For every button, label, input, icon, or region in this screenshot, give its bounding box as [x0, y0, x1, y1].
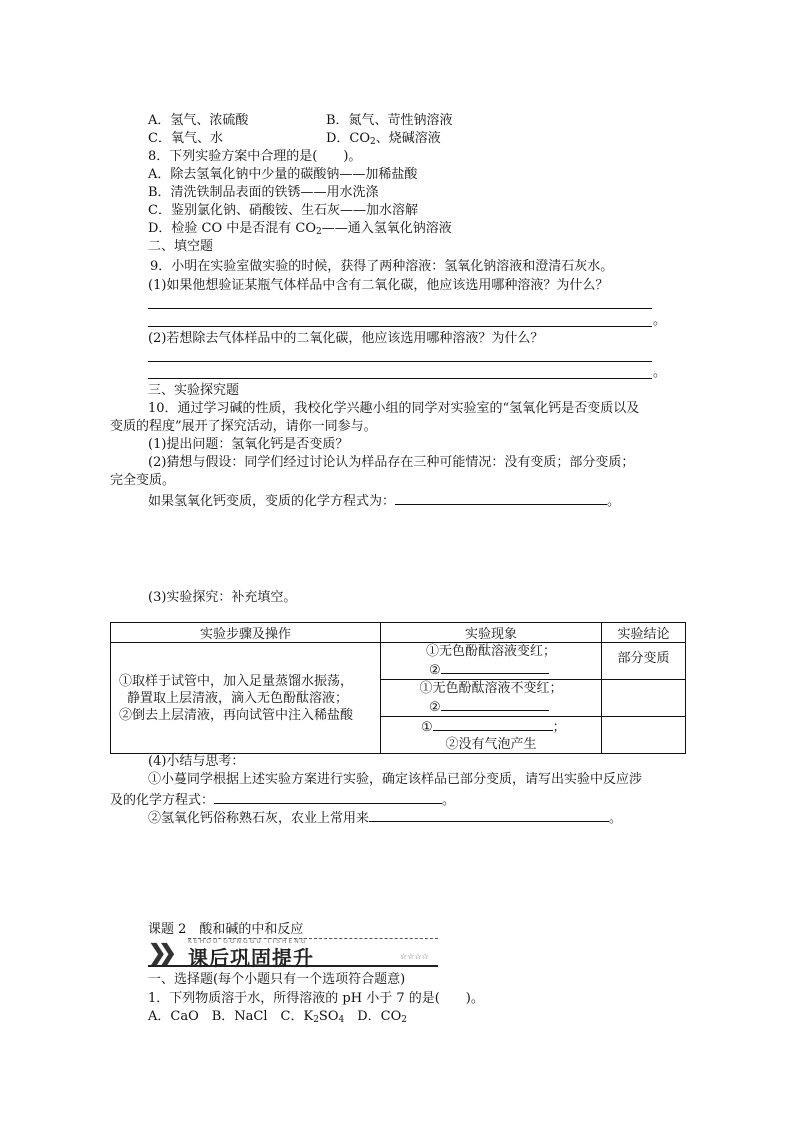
equation-blank[interactable]: [395, 491, 607, 505]
review-banner: [148, 938, 448, 968]
difficulty-stars: ☆☆☆☆: [400, 952, 429, 961]
section-2-heading: 二、填空题: [148, 239, 214, 254]
step-line: 静置取上层清液，滴入无色酚酞溶液；: [127, 690, 349, 706]
header-conclusion: 实验结论: [602, 623, 686, 643]
table-row: [111, 643, 686, 680]
lesson-q1-options: A．CaO B．NaCl C．$K_2SO_4$ D．$CO_2$: [148, 1009, 407, 1025]
q10-part1: (1)提出问题：氢氧化钙是否变质？: [148, 437, 349, 452]
observation-text: ①无色酚酞溶液不变红；: [419, 681, 563, 696]
q7-option-b: B．氮气、苛性钠溶液: [326, 113, 453, 128]
observation-text: ①无色酚酞溶液变红；: [425, 644, 556, 659]
conclusion-cell-empty[interactable]: [602, 717, 686, 754]
step-line: ①取样于试管中，加入足量蒸馏水振荡，: [119, 673, 354, 689]
observation-blank[interactable]: [433, 717, 553, 731]
q8-option-b: B．清洗铁制品表面的铁锈——用水洗涤: [148, 185, 379, 200]
lesson-q1-stem: 1．下列物质溶于水，所得溶液的 pH 小于 7 的是( )。: [148, 991, 484, 1006]
banner-pinyin: KEHOU GONGGU TISHENG: [188, 938, 308, 945]
section-1-heading: 一、选择题(每个小题只有一个选项符合题意): [148, 972, 406, 987]
observation-cell: [381, 680, 602, 717]
q7-option-c: C．氧气、水: [148, 131, 223, 146]
answer-line[interactable]: [148, 378, 652, 379]
q9-part1: (1)如果他想验证某瓶气体样品中含有二氧化碳，他应该选用哪种溶液？为什么？: [148, 278, 609, 293]
period: 。: [653, 365, 667, 380]
q8-option-c: C．鉴别氯化钠、硝酸铵、生石灰——加水溶解: [148, 203, 418, 218]
q8-option-a: A．除去氢氧化钠中少量的碳酸钠——加稀盐酸: [148, 167, 418, 182]
period: 。: [653, 313, 667, 328]
usage-blank[interactable]: [369, 808, 609, 822]
table-header-row: [111, 623, 686, 643]
q10-part2-line1: (2)猜想与假设：同学们经过讨论认为样品存在三种可能情况：没有变质；部分变质；: [148, 455, 635, 470]
answer-line[interactable]: [148, 361, 652, 362]
equation-blank[interactable]: [214, 790, 442, 804]
observation-blank[interactable]: [441, 660, 549, 674]
header-observations: 实验现象: [381, 623, 602, 643]
observation-cell: [381, 717, 602, 754]
q10-part2-line2: 完全变质。: [110, 473, 176, 488]
q9-stem: 9．小明在实验室做实验的时候，获得了两种溶液：氢氧化钠溶液和澄清石灰水。: [150, 259, 614, 274]
q10-line2: 变质的程度”展开了探究活动，请你一同参与。: [110, 419, 377, 434]
answer-line[interactable]: [148, 326, 652, 327]
section-3-heading: 三、实验探究题: [148, 383, 240, 398]
part4-q1-line1: ①小蔓同学根据上述实验方案进行实验，确定该样品已部分变质，请写出实验中反应涉: [148, 772, 643, 787]
double-chevron-icon: ❯❯: [148, 940, 169, 966]
observation-text: ②没有气泡产生: [445, 737, 537, 752]
lesson-title: 课题 2 酸和碱的中和反应: [148, 922, 304, 937]
banner-underline: [148, 965, 438, 967]
experiment-table: [110, 622, 686, 754]
header-steps: 实验步骤及操作: [111, 623, 381, 643]
steps-cell: [111, 643, 381, 754]
q10-part3: (3)实验探究：补充填空。: [148, 590, 297, 605]
observation-blank-line: ②: [385, 660, 597, 679]
observation-blank-line: ① ；: [385, 717, 597, 736]
q8-stem: 8．下列实验方案中合理的是( )。: [148, 149, 362, 164]
banner-title: 课后巩固提升: [188, 946, 314, 970]
answer-line[interactable]: [148, 308, 652, 309]
q9-part2: (2)若想除去气体样品中的二氧化碳，他应该选用哪种溶液？为什么？: [148, 331, 544, 346]
part4-q2: ②氢氧化钙俗称熟石灰，农业上常用来 。: [148, 808, 622, 828]
q10-equation-prompt: 如果氢氧化钙变质，变质的化学方程式为： 。: [148, 491, 620, 511]
part4-heading: (4)小结与思考：: [148, 754, 245, 769]
q7-option-d: D．$CO_2$、烧碱溶液: [326, 131, 441, 147]
q7-option-a: A．氢气、浓硫酸: [148, 113, 249, 128]
step-line: ②倒去上层清液，再向试管中注入稀盐酸: [119, 707, 354, 723]
part4-q1-line2: 及的化学方程式： 。: [110, 790, 455, 810]
observation-blank-line: ②: [385, 697, 597, 716]
conclusion-cell-empty[interactable]: [602, 680, 686, 717]
observation-cell: [381, 643, 602, 680]
q8-option-d: D．检验 CO 中是否混有 $CO_2——$通入氢氧化钠溶液: [148, 221, 452, 237]
observation-blank[interactable]: [441, 697, 549, 711]
q10-line1: 10．通过学习碱的性质，我校化学兴趣小组的同学对实验室的“氢氧化钙是否变质以及: [148, 401, 640, 416]
conclusion-cell: 部分变质: [602, 643, 686, 680]
